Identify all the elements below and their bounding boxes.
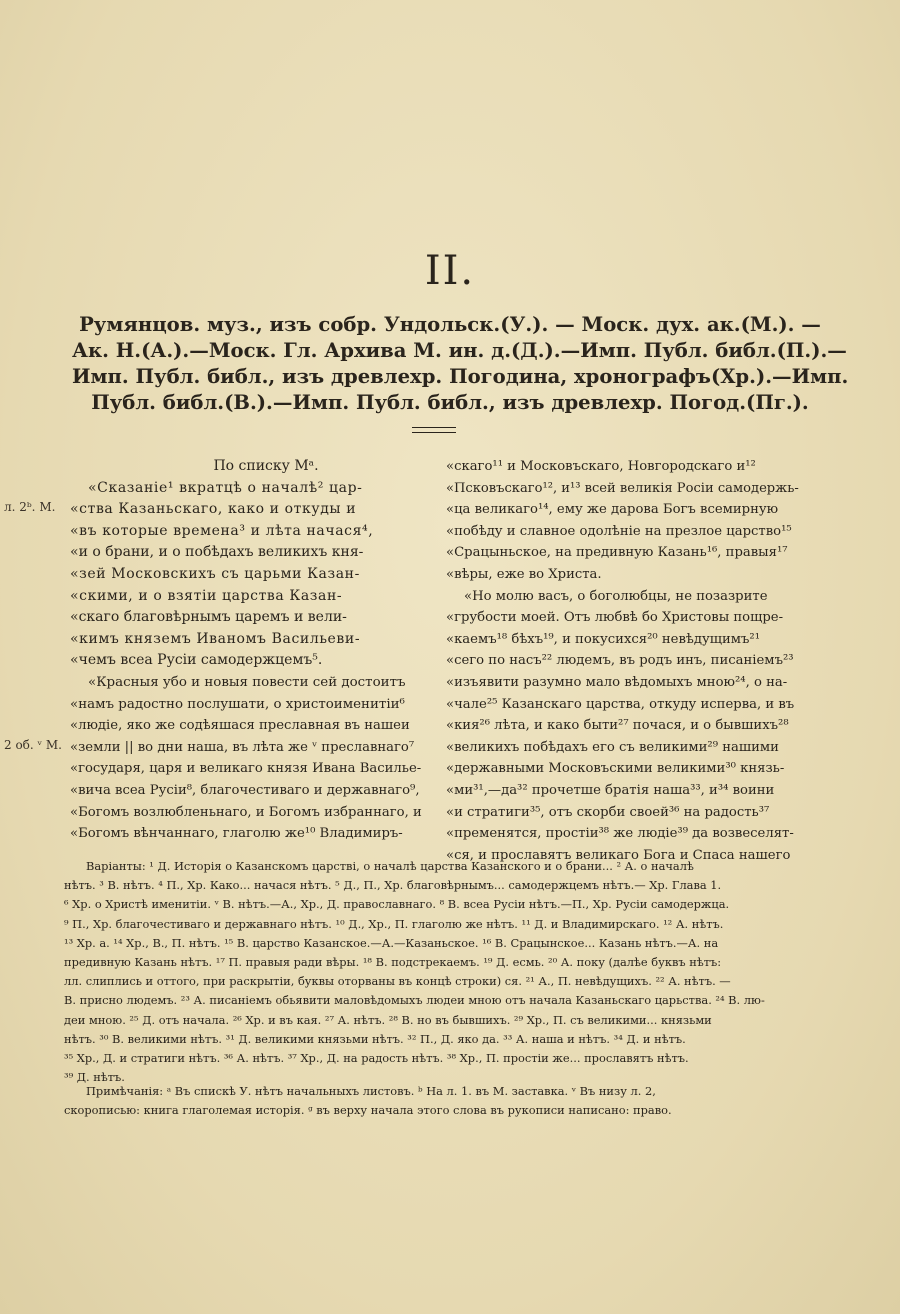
text-line: «грубости моей. Отъ любвѣ бо Христовы пощре- xyxy=(446,610,784,626)
text-line: «кимъ княземъ Иваномъ Васильеви- xyxy=(70,630,361,647)
variants-line: ³⁵ Хр., Д. и стратиги нѣтъ. ³⁶ А. нѣтъ. ³⁷ Хр., Д. на радость нѣтъ. ³⁸ Хр., П. простiи же... прославятъ нѣтъ. xyxy=(64,1050,689,1065)
text-line: «Но молю васъ, о боголюбцы, не позазрите xyxy=(464,588,768,604)
column-heading: По списку Мᵃ. xyxy=(213,458,319,474)
remarks-line: скорописью: книга глаголемая исторiя. ᵍ въ верху начала этого слова въ рукописи написано: право. xyxy=(64,1103,672,1118)
divider-rule xyxy=(412,427,456,433)
text-line: «Срацыньское, на предивную Казань¹⁶, правыя¹⁷ xyxy=(446,545,788,561)
left-column xyxy=(70,456,422,845)
text-line: «и о брани, и о побѣдахъ великихъ кня- xyxy=(70,544,364,561)
text-line: «Сказанiе¹ вкратцѣ о началѣ² цар- xyxy=(88,479,363,496)
text-line: «ства Казаньскаго, како и откуды и xyxy=(70,501,357,518)
text-line: «Псковъскаго¹², и¹³ всей великiя Росiи самодержь- xyxy=(446,480,799,496)
text-line: «земли || во дни наша, въ лѣта же ᵛ преславнаго⁷ xyxy=(70,739,415,755)
text-line: «намъ радостно послушати, о христоименитiи⁶ xyxy=(70,696,405,712)
text-line: «сего по насъ²² людемъ, въ родъ инъ, писанiемъ²³ xyxy=(446,653,794,669)
text-line: «побѣду и славное одолѣнie на презлое царство¹⁵ xyxy=(446,523,792,539)
text-line: «людiе, яко же содѣяшася преславная въ нашеи xyxy=(70,718,410,734)
text-line: «чале²⁵ Казанскаго царства, откуду исперва, и въ xyxy=(446,696,795,712)
remarks-block xyxy=(64,1082,804,1120)
variants-line: ⁹ П., Хр. благочестиваго и державнаго нѣтъ. ¹⁰ Д., Хр., П. глаголю же нѣтъ. ¹¹ Д. и Владимирскаго. ¹² А. нѣтъ. xyxy=(64,916,724,931)
sources-line: Ак. Н.(А.).—Моск. Гл. Архива М. ин. д.(Д.).—Имп. Публ. библ.(П.).— xyxy=(72,339,847,362)
text-line: «въ которые времена³ и лѣта начася⁴, xyxy=(70,522,374,539)
sources-line: Публ. библ.(В.).—Имп. Публ. библ., изъ древлехр. Погод.(Пг.). xyxy=(91,391,809,414)
variants-line: ⁶ Хр. о Христѣ именитiи. ᵛ В. нѣтъ.—А., Хр., Д. православнаго. ⁸ В. всеа Русiи нѣтъ.—П., Хр. Русiи самодержца. xyxy=(64,897,730,912)
variants-line: предивную Казань нѣтъ. ¹⁷ П. правыя ради вѣры. ¹⁸ В. подстрекаемъ. ¹⁹ Д. есмь. ²⁰ А. поку (далѣе буквъ нѣтъ: xyxy=(64,954,722,969)
variants-line: ³⁹ Д. нѣтъ. xyxy=(64,1070,125,1085)
text-line: «вича всеа Русiи⁸, благочестиваго и державнаго⁹, xyxy=(70,782,420,798)
text-line: «Богомъ вѣнчаннаго, глаголю же¹⁰ Владимиръ- xyxy=(70,826,403,842)
variants-line: ¹³ Хр. а. ¹⁴ Хр., В., П. нѣтъ. ¹⁵ В. царство Казанское.—А.—Казаньское. ¹⁶ В. Срацынское... Казань нѣтъ.—А. на xyxy=(64,935,719,950)
text-line: «пременятся, простiи³⁸ же людiе³⁹ да возвеселят- xyxy=(446,826,794,842)
text-line: «чемъ всеа Русiи самодержцемъ⁵. xyxy=(70,652,323,669)
text-line: «ми³¹,—да³² прочетше братiя наша³³, и³⁴ воини xyxy=(446,782,775,798)
variants-line: В. присно людемъ. ²³ А. писанiемъ обьявити маловѣдомыхъ людеи мною отъ начала Казаньскаго царьства. ²⁴ В. лю- xyxy=(64,993,765,1008)
text-line: «державными Московъскими великими³⁰ князь- xyxy=(446,761,785,777)
text-line: «зей Московскихъ съ царьми Казан- xyxy=(70,565,360,582)
text-line: «изъявити разумно мало вѣдомыхъ мною²⁴, о на- xyxy=(446,674,788,690)
variants-line: нѣтъ. ³ В. нѣтъ. ⁴ П., Хр. Како... начася нѣтъ. ⁵ Д., П., Хр. благовѣрнымъ... самодержцемъ нѣтъ.— Хр. Глава 1. xyxy=(64,878,722,893)
text-line: «скаго¹¹ и Московъскаго, Новгородскаго и¹² xyxy=(446,459,756,474)
section-numeral: II. xyxy=(424,248,476,294)
text-line: «каемъ¹⁸ бѣхъ¹⁹, и покусихся²⁰ невѣдущимъ²¹ xyxy=(446,631,760,647)
variants-line: Варiанты: ¹ Д. Исторiя о Казанскомъ царствi, о началѣ царства Казанского и о брани... ² А. о началѣ xyxy=(86,859,694,873)
margin-note: л. 2ᵇ. М. xyxy=(4,500,56,514)
variants-line: лл. слиплись и оттого, при раскрытiи, буквы оторваны въ концѣ строки) ся. ²¹ А., П. невѣдущихъ. ²² А. нѣтъ. — xyxy=(64,974,731,989)
variants-line: деи мною. ²⁵ Д. отъ начала. ²⁶ Хр. и въ кая. ²⁷ А. нѣтъ. ²⁸ В. но въ бывшихъ. ²⁹ Хр., П. съ великими... князьми xyxy=(64,1012,712,1027)
margin-note: 2 об. ᵛ М. xyxy=(4,738,62,752)
sources-heading xyxy=(72,312,849,416)
text-line: «великихъ побѣдахъ его съ великими²⁹ нашими xyxy=(446,739,779,755)
text-line: «и стратиги³⁵, отъ скорби своей³⁶ на радость³⁷ xyxy=(446,804,770,820)
text-line: «вѣры, еже во Христа. xyxy=(446,566,602,582)
right-column xyxy=(446,456,799,866)
text-line: «Богомъ возлюбленьнаго, и Богомъ избраннаго, и xyxy=(70,804,422,820)
text-line: «скаго благовѣрнымъ царемъ и вели- xyxy=(70,609,347,626)
text-line: «кия²⁶ лѣта, и како быти²⁷ почася, и о бывшихъ²⁸ xyxy=(446,718,789,734)
text-line: «ца великаго¹⁴, ему же дарова Богъ всемирную xyxy=(446,502,779,518)
remarks-line: Примѣчанiя: ᵃ Въ спискѣ У. нѣтъ начальныхъ листовъ. ᵇ На л. 1. въ М. заставка. ᵛ Въ низу л. 2, xyxy=(86,1084,656,1098)
sources-line: Румянцов. муз., изъ собр. Ундольск.(У.). — Моск. дух. ак.(М.). — xyxy=(79,313,821,336)
text-line: «ся, и прославятъ великаго Бога и Спаса нашего xyxy=(446,847,791,863)
text-line: «государя, царя и великаго князя Ивана Василье- xyxy=(70,761,422,777)
sources-line: Имп. Публ. библ., изъ древлехр. Погодина, хронографъ(Хр.).—Имп. xyxy=(72,365,849,388)
text-line: «Красныя убо и новыя повести сей достоитъ xyxy=(88,674,406,690)
variants-block xyxy=(64,857,804,1087)
variants-line: нѣтъ. ³⁰ В. великими нѣтъ. ³¹ Д. великими князьми нѣтъ. ³² П., Д. яко да. ³³ А. наша и нѣтъ. ³⁴ Д. и нѣтъ. xyxy=(64,1031,686,1046)
text-line: «скими, и о взятiи царства Казан- xyxy=(70,587,343,604)
